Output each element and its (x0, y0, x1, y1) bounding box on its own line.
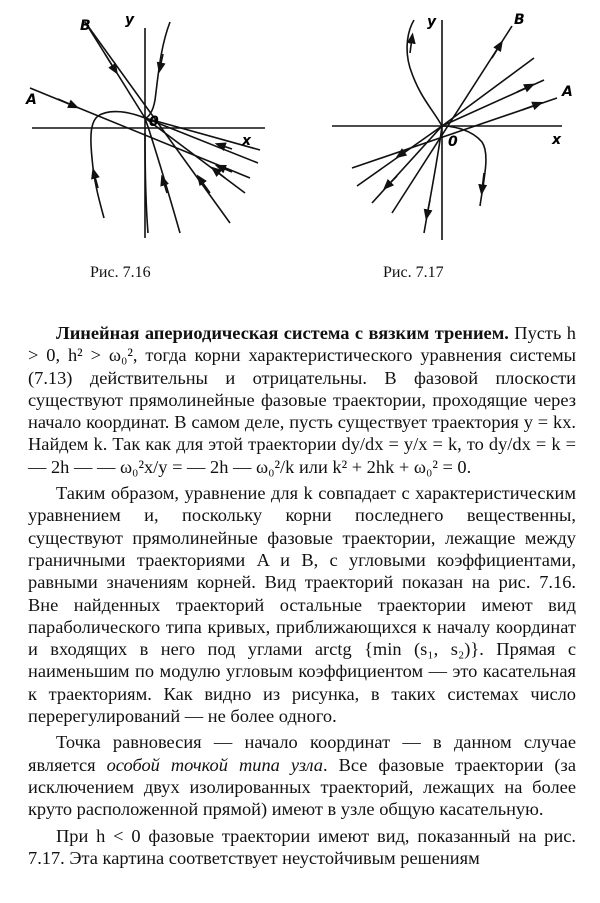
label-b: B (80, 18, 91, 34)
caption-7-17: Рис. 7.17 (383, 264, 444, 281)
x-label: x (242, 133, 252, 149)
paragraph-2: Таким образом, уравнение для k совпадает с характеристическим уравнением и, поскольку корни последнего вещественны, существуют прямолинейные фазовые траектории, лежащие между граничными траекториями A и B, с угловыми коэффициентами, равными значениям корней. Вид траекторий показан на рис. 7.16. Вне найденных траекторий остальные траектории имеют вид параболического типа кривых, приближающихся к началу координат и входящих в него под углами arctg {min (s₁, s₂)}. Прямая с наименьшим по модулю угловым коэффициентом — это касательная к траекториям. Как видно из рисунка, в таких системах число перерегулирований — не более одного. (28, 483, 576, 727)
label-a: A (562, 84, 573, 100)
paragraph-1 (28, 322, 576, 478)
x-label: x (552, 132, 562, 148)
y-label: y (427, 14, 437, 30)
figure-7-17-plot (312, 8, 582, 248)
figure-7-16 (20, 8, 280, 248)
body-text (28, 322, 576, 869)
figure-7-17 (312, 8, 582, 248)
curve-upper (407, 20, 442, 126)
label-b: B (514, 12, 525, 28)
paragraph-3: Точка равновесия — начало координат — в данном случае является особой точкой типа узла. Все фазовые траектории (за исключением двух изолированных траекторий, лежащих на более круто расположенной прямой) имеют в узле общую касательную. (28, 732, 576, 820)
paragraph-heading: Линейная апериодическая система с вязким трением. (56, 323, 509, 343)
figure-7-16-plot (20, 8, 280, 248)
origin-label: 0 (149, 114, 159, 130)
paragraph-1-text: Пусть h > 0, h² > ω₀², тогда корни характеристического уравнения системы (7.13) действительны и отрицательны. В фазовой плоскости существуют прямолинейные фазовые траектории, проходящие через начало координат. В самом деле, пусть существует траектория y = kx. Найдем k. Так как для этой траектории dy/dx = y/x = k, то dy/dx = k = — 2h — — ω₀²x/y = — 2h — ω₀²/k или k² + 2hk + ω₀² = 0. (28, 323, 576, 477)
paragraph-4: При h < 0 фазовые траектории имеют вид, показанный на рис. 7.17. Эта картина соответствует неустойчивым решениям (28, 825, 576, 868)
curve-lower (145, 118, 180, 233)
italic-term: особой точкой типа узла (106, 754, 323, 775)
y-label: y (125, 12, 135, 28)
origin-label: 0 (448, 134, 458, 150)
curve-upper (145, 22, 170, 118)
figures (0, 0, 600, 310)
caption-7-16: Рис. 7.16 (90, 264, 151, 281)
label-a: A (26, 92, 37, 108)
